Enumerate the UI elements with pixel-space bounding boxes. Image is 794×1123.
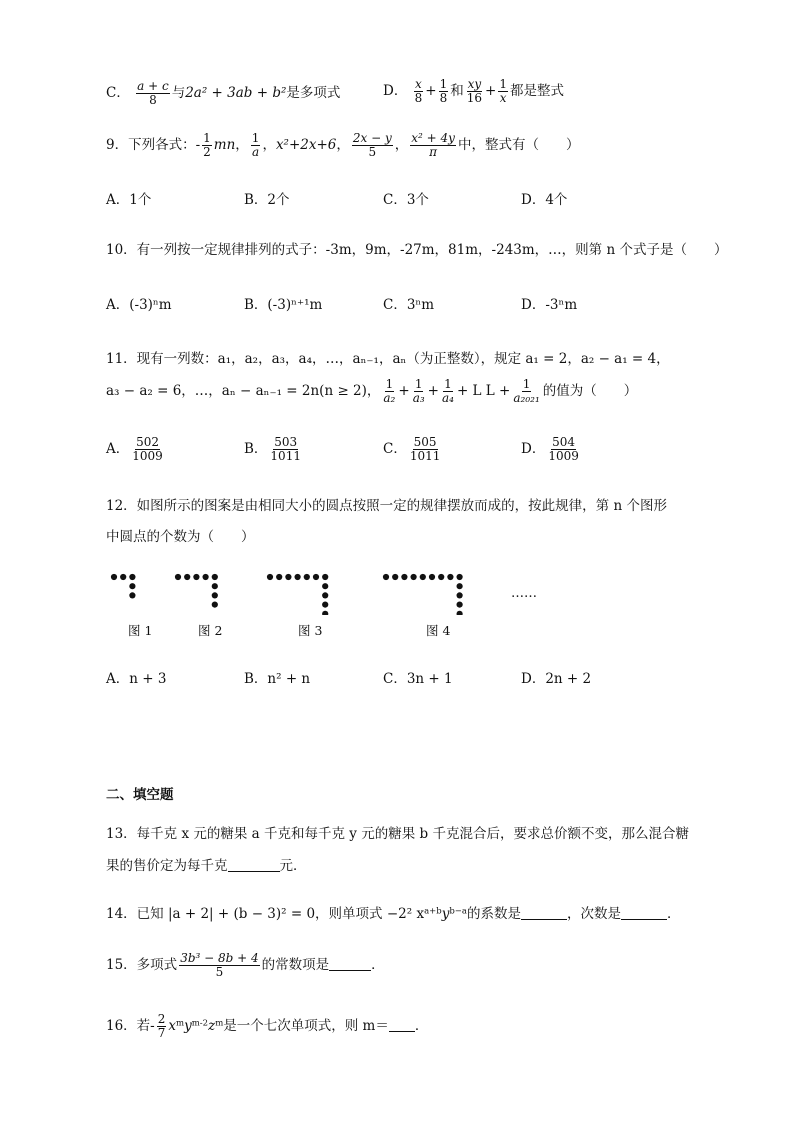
q10-option-a: A．(-3)ⁿm	[106, 297, 172, 313]
q12-fig-label-2: 图 2	[198, 623, 223, 638]
q12-fig4-row-dot	[420, 574, 426, 580]
q12-fig3-column-dot	[322, 611, 328, 615]
q10-option-c: C．3ⁿm	[383, 297, 435, 313]
q12-fig3-row-dot	[295, 574, 301, 580]
q9-option-a: A．1个	[106, 192, 152, 208]
q11-option-a: A． $\frac{502}{1009}$	[106, 435, 163, 464]
q12-fig2-row-dot	[193, 574, 199, 580]
q12-fig3-row-dot	[304, 574, 310, 580]
q12-fig3-row-dot	[313, 574, 319, 580]
q11-option-d: D． $\frac{504}{1009}$	[521, 435, 579, 464]
q10-stem: 10．有一列按一定规律排列的式子：-3m，9m，-27m，81m，-243m，…，则第 n 个式子是（ ）	[106, 242, 728, 258]
q12-fig4-row-dot	[392, 574, 398, 580]
q8-option-d: D． $\frac{x}{8}$ + $\frac{1}{8}$ 和 $\frac{xy}{16}$ + $\frac{1}{x}$ 都是整式	[383, 77, 564, 106]
q12-fig1-column-dot	[129, 592, 135, 598]
q9-option-b: B．2个	[244, 192, 290, 208]
q11-term-3: $\frac{1}{\text{a₄}}$	[441, 377, 454, 406]
q12-fig1-column-dot	[129, 583, 135, 589]
q16-stem: 16．若- $\frac{2}{7}$ $x^my^{m-2}z^m$是一个七次单项式，则 m＝ ．	[106, 1012, 429, 1041]
q12-fig2-row-dot	[203, 574, 209, 580]
q12-option-d: D．2n + 2	[521, 671, 592, 687]
section-title-fill-in: 二、填空题	[106, 787, 174, 803]
q8-option-c: C． $\frac{a + c}{8}$ 与2a² + 3ab + b²是多项式	[106, 79, 341, 108]
q15-stem: 15．多项式 $\frac{\text{3b³ − 8b + 4}}{5}$ 的常数项是 ．	[106, 951, 385, 980]
q8-d-fraction-2: $\frac{1}{8}$	[439, 77, 448, 106]
q12-fig3-row-dot	[276, 574, 282, 580]
q12-fig2-row-dot	[175, 574, 181, 580]
q9-option-d: D．4个	[521, 192, 568, 208]
q13-line1: 13．每千克 x 元的糖果 a 千克和每千克 y 元的糖果 b 千克混合后，要求总价额不变，那么混合糖	[106, 826, 689, 842]
q12-fig4-row-dot	[438, 574, 444, 580]
q9-fraction-4: $\frac{2x - y}{5}$	[352, 131, 392, 160]
q12-option-b: B．n² + n	[244, 671, 311, 687]
q11-term-last: $\frac{1}{\text{a₂₀₂₁}}$	[513, 377, 540, 406]
q12-line2: 中圆点的个数为（ ）	[106, 529, 255, 545]
q12-fig-label-3: 图 3	[298, 623, 323, 638]
q12-fig4-column-dot	[457, 611, 463, 615]
q14-coefficient-blank[interactable]	[521, 906, 567, 921]
q12-fig-label-1: 图 1	[128, 623, 153, 638]
q12-fig3-column-dot	[322, 583, 328, 589]
q11-term-2: $\frac{1}{\text{a₃}}$	[412, 377, 425, 406]
q12-fig3-row-dot	[267, 574, 273, 580]
q12-fig3-column-dot	[322, 602, 328, 608]
q12-fig4-column-dot	[457, 592, 463, 598]
q8-c-fraction: $\frac{a + c}{8}$	[137, 79, 169, 108]
q11-line1: 11．现有一列数：a₁，a₂，a₃，a₄，…，aₙ₋₁，aₙ（为正整数），规定 a₁ = 2，a₂ − a₁ = 4，	[106, 351, 670, 367]
q12-fig4-row-dot	[383, 574, 389, 580]
q12-fig1-row-dot	[129, 574, 135, 580]
q12-fig4-row-dot	[447, 574, 453, 580]
q11-line2: a₃ − a₂ = 6，…，aₙ − aₙ₋₁ = 2n(n ≥ 2)， $\frac{1}{\text{a₂}}$ + $\frac{1}{\text{a₃}}$ + $\frac{1}{\text{a₄}}$ + L L + $\frac{1}{\text{a₂₀₂₁}}$ 的值为（ ）	[106, 377, 638, 406]
q12-fig1-row-dot	[120, 574, 126, 580]
q12-fig2-column-dot	[212, 602, 218, 608]
q13-line2: 果的售价定为每千克 元．	[106, 858, 307, 874]
q9-stem: 9．下列各式：- $\frac{1}{2}$ mn， $\frac{1}{a}$ ，x²+2x+6， $\frac{2x - y}{5}$ ， $\frac{\text{x² + 4y}}{\pi}$ 中，整式有（ ）	[106, 131, 580, 160]
q12-more: ……	[511, 586, 537, 601]
q10-option-b: B．(-3)ⁿ⁺¹m	[244, 297, 323, 313]
q9-option-c: C．3个	[383, 192, 429, 208]
q12-dot-figures	[100, 565, 560, 615]
q12-option-c: C．3n + 1	[383, 671, 453, 687]
q11-option-c: C． $\frac{505}{1011}$	[383, 435, 441, 464]
q12-fig3-row-dot	[285, 574, 291, 580]
q12-fig3-row-dot	[322, 574, 328, 580]
q12-line1: 12．如图所示的图案是由相同大小的圆点按照一定的规律摆放而成的，按此规律，第 n 个图形	[106, 498, 667, 514]
q12-fig4-row-dot	[429, 574, 435, 580]
q12-fig1-row-dot	[111, 574, 117, 580]
q12-fig4-row-dot	[457, 574, 463, 580]
q14-degree-blank[interactable]	[621, 906, 667, 921]
q12-fig2-column-dot	[212, 583, 218, 589]
q11-option-b: B． $\frac{503}{1011}$	[244, 435, 301, 464]
q12-fig-label-4: 图 4	[426, 623, 451, 638]
q12-fig4-row-dot	[401, 574, 407, 580]
q13-answer-blank[interactable]	[228, 858, 280, 873]
q14-stem: 14．已知 |a + 2| + (b − 3)² = 0，则单项式 −2² $x^{a+b}y^{b-a}$的系数是 ，次数是 ．	[106, 906, 681, 922]
q11-term-1: $\frac{1}{\text{a₂}}$	[383, 377, 396, 406]
q16-answer-blank[interactable]	[389, 1018, 415, 1033]
q9-fraction-5: $\frac{\text{x² + 4y}}{\pi}$	[411, 131, 455, 160]
q8-d-fraction-3: $\frac{xy}{16}$	[466, 77, 482, 106]
q12-fig4-column-dot	[457, 583, 463, 589]
q8-d-fraction-1: $\frac{x}{8}$	[414, 77, 423, 106]
q9-fraction-2: $\frac{1}{a}$	[251, 131, 260, 160]
q8-d-fraction-4: $\frac{1}{x}$	[499, 77, 507, 106]
q15-answer-blank[interactable]	[329, 957, 371, 972]
q12-fig4-column-dot	[457, 602, 463, 608]
q12-fig2-row-dot	[212, 574, 218, 580]
q16-fraction: $\frac{2}{7}$	[157, 1012, 166, 1041]
q9-fraction-1: $\frac{1}{2}$	[203, 131, 211, 160]
q12-fig4-row-dot	[411, 574, 417, 580]
q12-fig3-column-dot	[322, 592, 328, 598]
q12-fig2-row-dot	[184, 574, 190, 580]
q12-option-a: A．n + 3	[106, 671, 167, 687]
q15-fraction: $\frac{\text{3b³ − 8b + 4}}{5}$	[180, 951, 259, 980]
q12-fig2-column-dot	[212, 592, 218, 598]
q10-option-d: D．-3ⁿm	[521, 297, 578, 313]
